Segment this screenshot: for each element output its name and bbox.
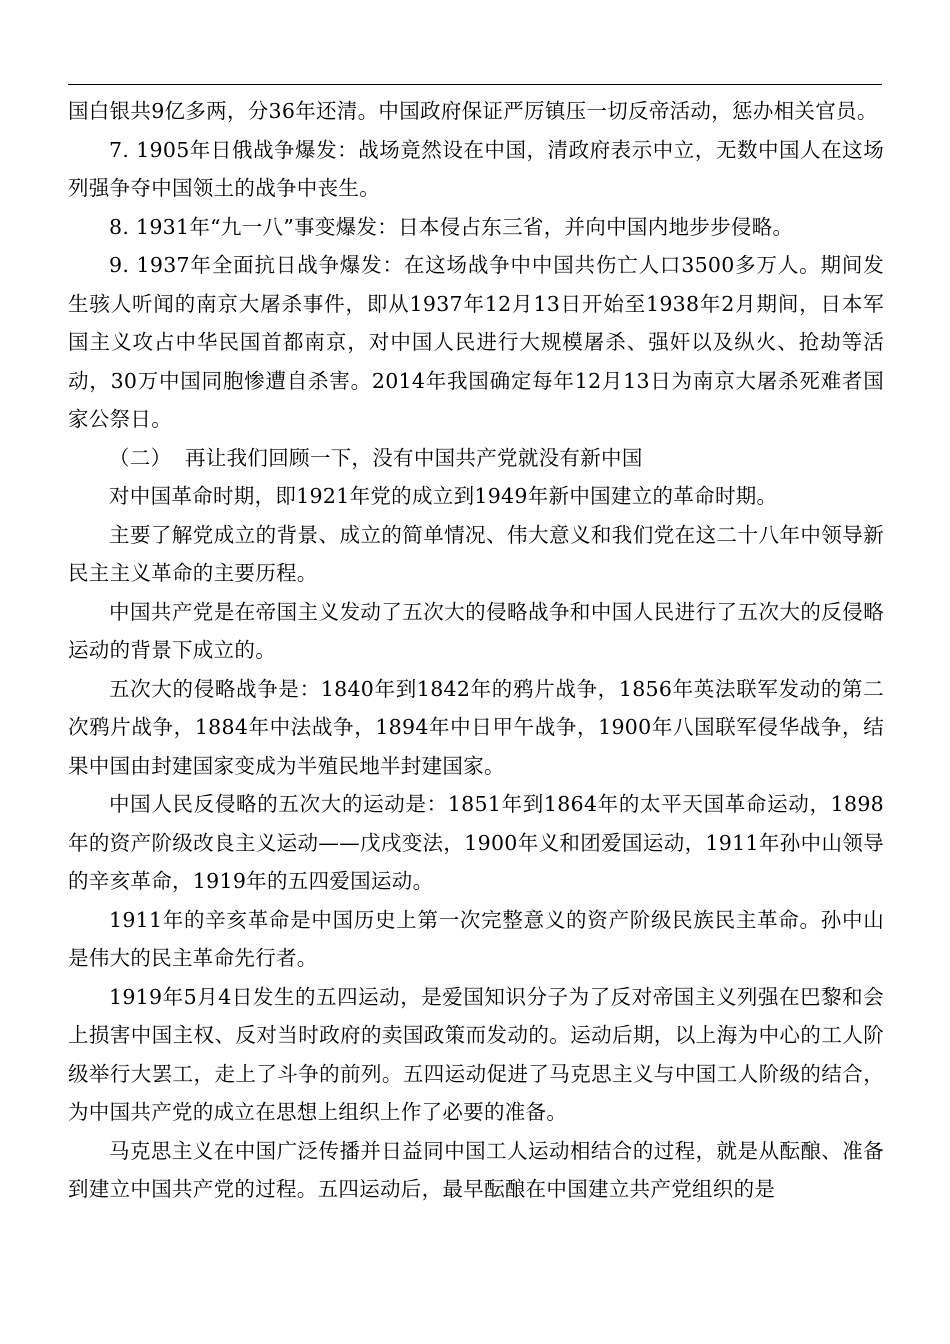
- paragraph-party-background: 中国共产党是在帝国主义发动了五次大的侵略战争和中国人民进行了五次大的反侵略运动的背景下成立的。: [68, 599, 884, 662]
- paragraph-item-9: 9. 1937年全面抗日战争爆发：在这场战争中中国共伤亡人口3500多万人。期间发生骇人听闻的南京大屠杀事件，即从1937年12月13日开始至1938年2月期间，日本军国主义攻占中华民国首都南京，对中国人民进行大规模屠杀、强奸以及纵火、抢劫等活动，30万中国同胞惨遭自杀害。2014年我国确定每年12月13日为南京大屠杀死难者国家公祭日。: [68, 253, 884, 431]
- document-body: [68, 92, 884, 1209]
- paragraph-xinhai-revolution: 1911年的辛亥革命是中国历史上第一次完整意义的资产阶级民族民主革命。孙中山是伟大的民主革命先行者。: [68, 907, 884, 970]
- paragraph-may-fourth: 1919年5月4日发生的五四运动，是爱国知识分子为了反对帝国主义列强在巴黎和会上损害中国主权、反对当时政府的卖国政策而发动的。运动后期，以上海为中心的工人阶级举行大罢工，走上了斗争的前列。五四运动促进了马克思主义与中国工人阶级的结合，为中国共产党的成立在思想上组织上作了必要的准备。: [68, 984, 884, 1124]
- paragraph-marxism-spread: 马克思主义在中国广泛传播并日益同中国工人运动相结合的过程，就是从酝酿、准备到建立中国共产党的过程。五四运动后，最早酝酿在中国建立共产党组织的是: [68, 1138, 884, 1201]
- paragraph-five-wars: 五次大的侵略战争是：1840年到1842年的鸦片战争，1856年英法联军发动的第二次鸦片战争，1884年中法战争，1894年中日甲午战争，1900年八国联军侵华战争，结果中国由封建国家变成为半殖民地半封建国家。: [68, 676, 884, 778]
- section-heading: （二） 再让我们回顾一下，没有中国共产党就没有新中国: [109, 445, 643, 470]
- header-rule: [68, 84, 882, 85]
- paragraph-item-7: 7. 1905年日俄战争爆发：战场竟然设在中国，清政府表示中立，无数中国人在这场列强争夺中国领土的战争中丧生。: [68, 137, 884, 200]
- paragraph-revolution-period: 对中国革命时期，即1921年党的成立到1949年新中国建立的革命时期。: [109, 484, 778, 508]
- paragraph-five-movements: 中国人民反侵略的五次大的运动是：1851年到1864年的太平天国革命运动，1898年的资产阶级改良主义运动——戊戌变法，1900年义和团爱国运动，1911年孙中山领导的辛亥革命，1919年的五四爱国运动。: [68, 792, 884, 893]
- paragraph-item-8: 8. 1931年“九一八”事变爆发：日本侵占东三省，并向中国内地步步侵略。: [109, 214, 794, 239]
- paragraph-continuation: 国白银共9亿多两，分36年还清。中国政府保证严厉镇压一切反帝活动，惩办相关官员。: [68, 99, 878, 123]
- paragraph-main-understanding: 主要了解党成立的背景、成立的简单情况、伟大意义和我们党在这二十八年中领导新民主主义革命的主要历程。: [68, 522, 884, 585]
